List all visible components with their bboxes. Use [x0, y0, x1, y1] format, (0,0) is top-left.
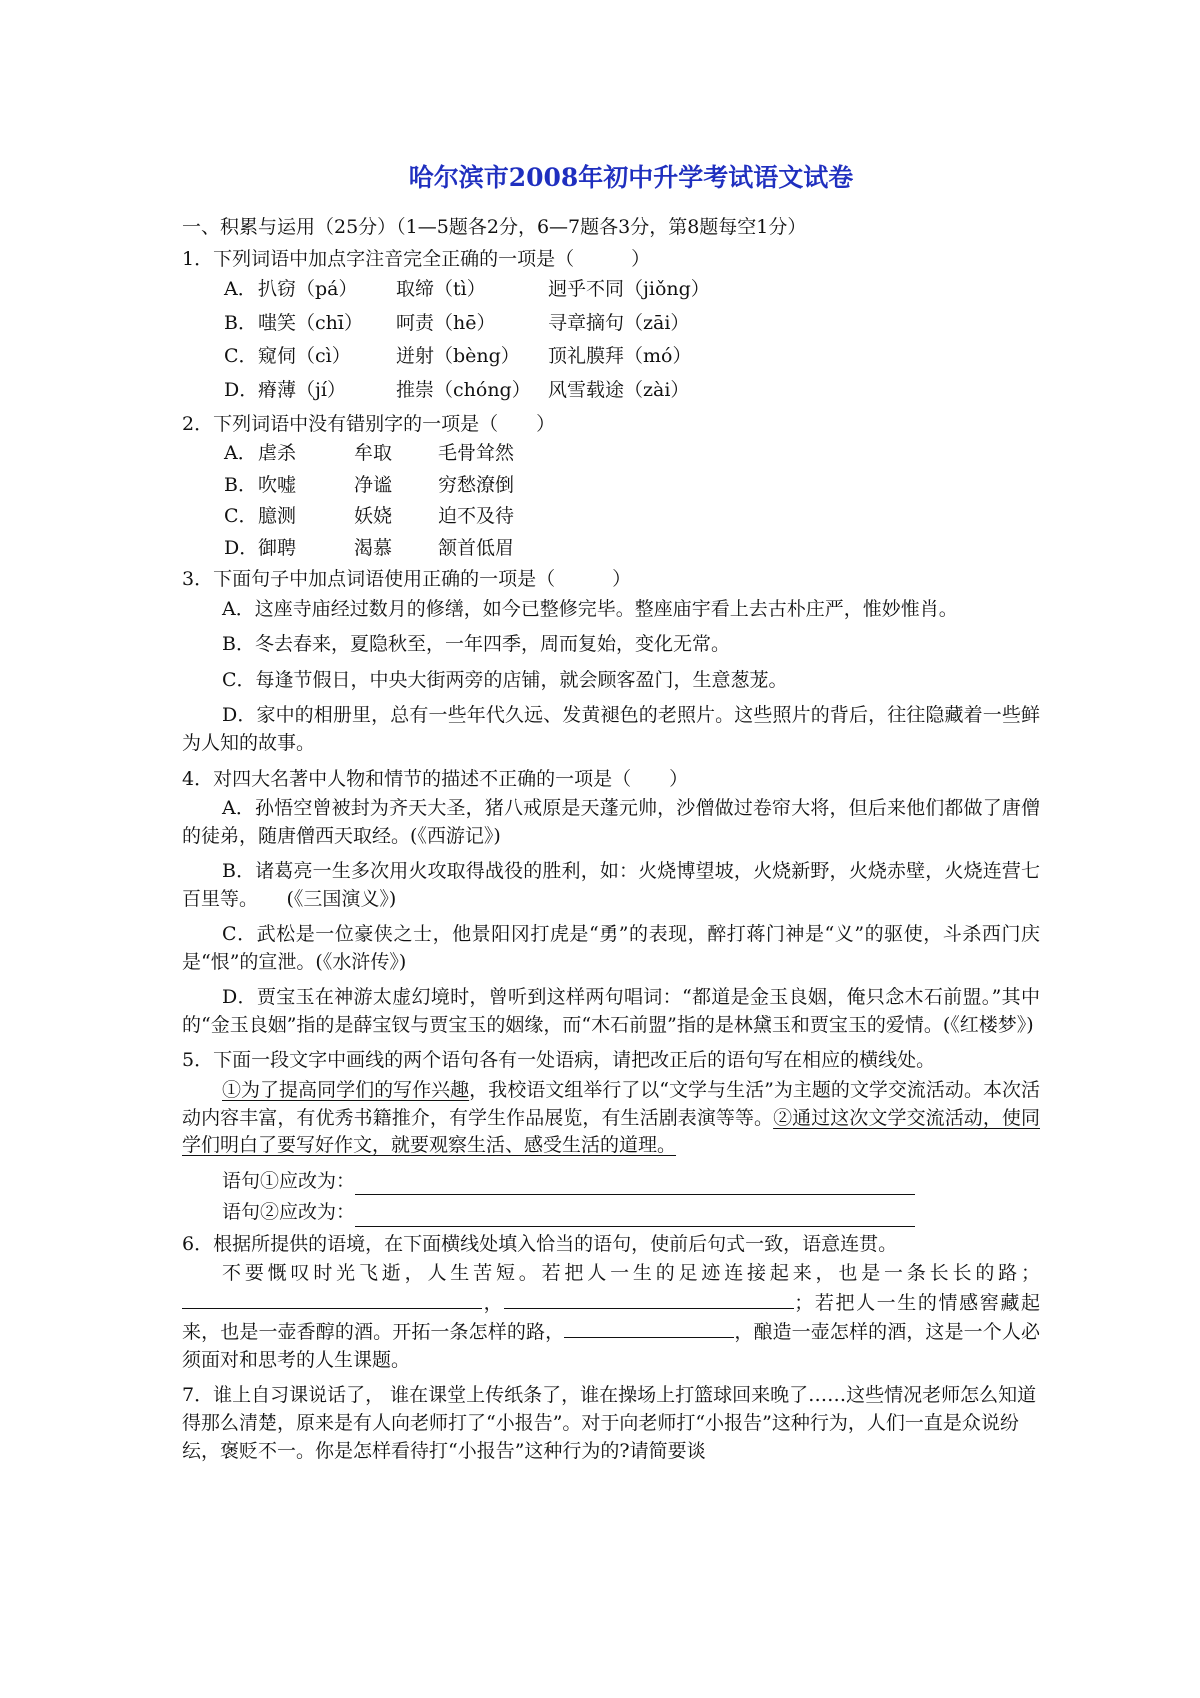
option-word: 虐杀 — [258, 442, 297, 465]
question-7-text: 7．谁上自习课说话了， 谁在课堂上传纸条了，谁在操场上打篮球回来晚了……这些情况老师怎么知道得那么清楚，原来是有人向老师打了“小报告”。对于向老师打“小报告”这种行为，人们一直是众说纷纭，褒贬不一。你是怎样看待打“小报告”这种行为的?请简要谈 — [182, 1384, 1037, 1462]
option-word: 嗤笑（chī） — [258, 311, 363, 334]
underlined-sentence-1: ①为了提高同学们的写作兴趣 — [222, 1079, 470, 1102]
question-1-option-b — [182, 310, 1040, 338]
option-word: 瘠薄（jí） — [258, 378, 346, 401]
option-word: 推崇（chóng） — [396, 378, 531, 401]
underlined-sentence-2: ②通过这次文学交流活动，使同学们明白了要写好作文，就要观察生活、感受生活的道理。 — [182, 1106, 1040, 1157]
question-1-option-d — [182, 377, 1040, 405]
question-1-stem: 1．下列词语中加点字注音完全正确的一项是（ ） — [182, 247, 651, 270]
option-word: 御聘 — [258, 536, 297, 559]
option-word: 扒窃（pá） — [258, 278, 358, 301]
option-label: C． — [224, 505, 258, 528]
question-2-option-b — [182, 472, 1040, 500]
option-word: 吹嘘 — [258, 473, 297, 496]
page-bottom-fade — [0, 1560, 1200, 1620]
option-word: 迫不及待 — [438, 505, 515, 528]
option-word: 穷愁潦倒 — [438, 473, 515, 496]
question-3-option-d: D．家中的相册里，总有一些年代久远、发黄褪色的老照片。这些照片的背后，往往隐藏着一些鲜为人知的故事。 — [182, 704, 1040, 754]
option-word: 净谧 — [354, 473, 393, 496]
option-label: B． — [224, 473, 257, 496]
option-word: 迥乎不同（jiǒng） — [548, 278, 710, 301]
answer-blank-1[interactable] — [355, 1174, 915, 1195]
question-3-option-b: B．冬去春来，夏隐秋至，一年四季，周而复始，变化无常。 — [222, 633, 730, 656]
option-word: 取缔（tì） — [396, 278, 486, 301]
answer-row-1 — [182, 1168, 1040, 1196]
option-word: 迸射（bèng） — [396, 345, 520, 368]
passage-text: ，酿造一壶怎样的酒，这是一个人必须面对和思考的人生课题。 — [182, 1321, 1040, 1371]
question-5-stem: 5．下面一段文字中画线的两个语句各有一处语病，请把改正后的语句写在相应的横线处。 — [182, 1049, 936, 1072]
question-2-stem: 2．下列词语中没有错别字的一项是（ ） — [182, 412, 556, 435]
fill-blank-2[interactable] — [504, 1288, 794, 1309]
question-4-option-b: B．诸葛亮一生多次用火攻取得战役的胜利，如：火烧博望坡，火烧新野，火烧赤壁，火烧连营七百里等。 (《三国演义》) — [182, 860, 1040, 910]
question-1-option-a — [182, 276, 1040, 304]
option-word: 风雪载途（zài） — [548, 378, 690, 401]
option-word: 牟取 — [354, 442, 393, 465]
option-word: 窥伺（cì） — [258, 345, 351, 368]
option-word: 臆测 — [258, 505, 297, 528]
question-4-option-c: C．武松是一位豪侠之士，他景阳冈打虎是“勇”的表现，醉打蒋门神是“义”的驱使，斗杀西门庆是“恨”的宣泄。(《水浒传》) — [182, 923, 1040, 973]
section-heading: 一、积累与运用（25分）（1—5题各2分，6—7题各3分，第8题每空1分） — [182, 216, 807, 239]
option-word: 渴慕 — [354, 536, 393, 559]
passage-text: 不要慨叹时光飞逝，人生苦短。若把人一生的足迹连接起来，也是一条长长的路； — [222, 1262, 1040, 1285]
option-label: D． — [224, 536, 259, 559]
answer-label: 语句①应改为： — [222, 1169, 356, 1192]
answer-label: 语句②应改为： — [222, 1201, 356, 1224]
question-5-passage — [182, 1077, 1040, 1160]
option-word: 寻章摘句（zāi） — [548, 311, 690, 334]
question-4-option-a: A．孙悟空曾被封为齐天大圣，猪八戒原是天蓬元帅，沙僧做过卷帘大将，但后来他们都做了唐僧的徒弟，随唐僧西天取经。(《西游记》) — [182, 797, 1040, 847]
option-word: 妖娆 — [354, 505, 393, 528]
option-word: 顶礼膜拜（mó） — [548, 345, 692, 368]
question-3-option-a: A．这座寺庙经过数月的修缮，如今已整修完毕。整座庙宇看上去古朴庄严，惟妙惟肖。 — [222, 597, 958, 620]
answer-row-2 — [182, 1199, 1040, 1227]
question-3-stem: 3．下面句子中加点词语使用正确的一项是（ ） — [182, 568, 632, 591]
passage-text: ， — [482, 1291, 505, 1314]
option-label: D． — [224, 378, 259, 401]
fill-blank-3[interactable] — [564, 1317, 734, 1338]
answer-blank-2[interactable] — [355, 1206, 915, 1227]
option-label: A． — [224, 442, 257, 465]
question-6-stem: 6．根据所提供的语境，在下面横线处填入恰当的语句，使前后句式一致，语意连贯。 — [182, 1232, 898, 1255]
question-6-passage — [182, 1260, 1040, 1374]
question-4-option-d: D．贾宝玉在神游太虚幻境时，曾听到这样两句唱词：“都道是金玉良姻，俺只念木石前盟。”其中的“金玉良姻”指的是薛宝钗与贾宝玉的姻缘，而“木石前盟”指的是林黛玉和贾宝玉的爱情。(《红楼梦》) — [182, 986, 1040, 1036]
question-4-stem: 4．对四大名著中人物和情节的描述不正确的一项是（ ） — [182, 767, 689, 790]
fill-blank-1[interactable] — [182, 1288, 482, 1309]
option-label: A． — [224, 278, 257, 301]
question-2-option-d — [182, 535, 1040, 563]
option-label: C． — [224, 345, 258, 368]
option-label: B． — [224, 311, 257, 334]
question-3-option-c: C．每逢节假日，中央大街两旁的店铺，就会顾客盈门，生意葱茏。 — [222, 668, 788, 691]
question-2-option-c — [182, 503, 1040, 531]
option-word: 呵责（hē） — [396, 311, 496, 334]
page-title: 哈尔滨市2008年初中升学考试语文试卷 — [408, 163, 854, 192]
passage-text: ，我校语文组举行了以“文学与生活”为主题的文学交流活动。本次活动内容丰富，有优秀书籍推介，有学生作品展览，有生活剧表演等等。 — [182, 1079, 1040, 1129]
question-1-option-c — [182, 343, 1040, 371]
option-word: 颔首低眉 — [438, 536, 515, 559]
option-word: 毛骨耸然 — [438, 442, 515, 465]
passage-text: ；若把人一生的情感窖藏起来，也是一壶香醇的酒。开拓一条怎样的路， — [182, 1291, 1040, 1344]
question-2-option-a — [182, 440, 1040, 468]
